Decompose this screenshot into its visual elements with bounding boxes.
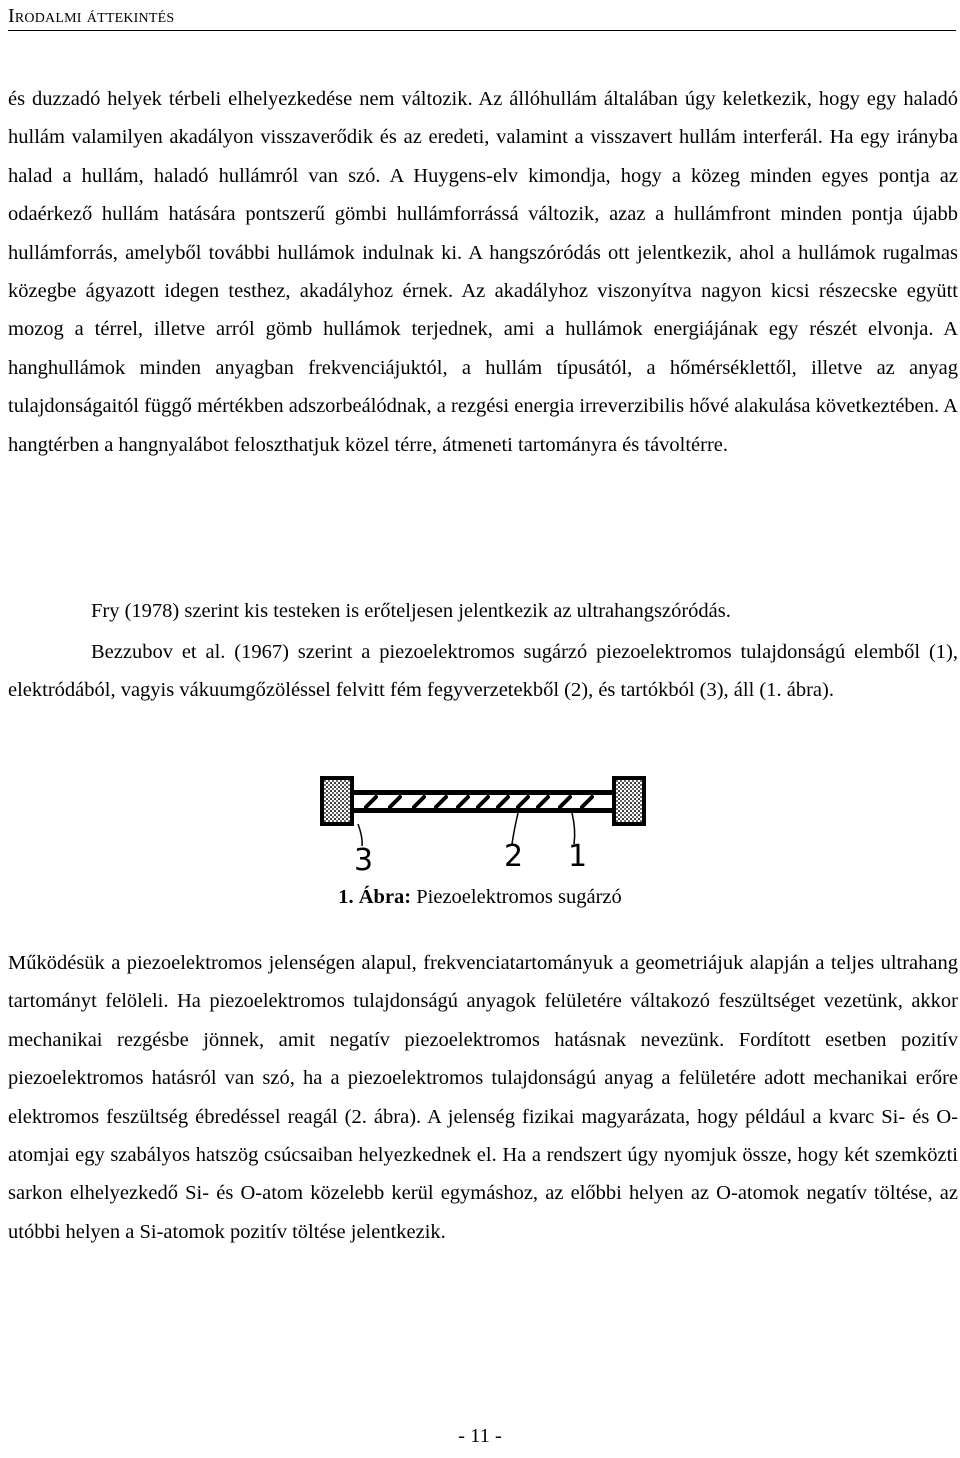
paragraph-piezo-effect: Működésük a piezoelektromos jelenségen alapul, frekvenciatartományuk a geometriájuk alapján a teljes ultrahang tartományt felöleli. Ha piezoelektromos tulajdonságú anyagok felületére váltakozó feszültséget vezetünk, akkor mechanikai rezgésbe jönnek, amit negatív piezoelektromos hatásnak nevezünk. Fordított esetben pozitív piezoelektromos hatásról van szó, ha a piezoelektromos tulajdonságú anyag a felületére adott mechanikai erőre elektromos feszültség ébredéssel reagál (2. ábra). A jelenség fizikai magyarázata, hogy például a kvarc Si- és O-atomjai egy szabályos hatszög csúcsaiban helyezkednek el. Ha a rendszert úgy nyomjuk össze, hogy két szemközti sarkon elhelyezkedő Si- és O-atom közelebb kerül egymáshoz, az előbbi helyen az O-atomok negatív töltése, az utóbbi helyen a Si-atomok pozitív töltése jelentkezik.: [8, 952, 958, 1243]
figure-caption-number: 1. Ábra:: [338, 886, 412, 908]
figure-caption-text: Piezoelektromos sugárzó: [411, 886, 622, 908]
label-element-number: 1: [568, 839, 588, 874]
piezo-element: [366, 797, 592, 807]
label-holder-number: 3: [354, 843, 374, 876]
bottom-electrode: [352, 808, 614, 813]
piezo-radiator-drawing: [318, 770, 648, 876]
paragraph-waves: és duzzadó helyek térbeli elhelyezkedése nem változik. Az állóhullám általában úgy keletkezik, hogy egy haladó hullám valamilyen akadályon visszaverődik és az eredeti, valamint a visszavert hullám interferál. Ha egy irányba halad a hullám, haladó hullámról van szó. A Huygens-elv kimondja, hogy a közeg minden egyes pontja az odaérkező hullám hatására pontszerű gömbi hullámforrássá változik, azaz a hullámfront minden pontja újabb hullámforrás, amelyből további hullámok indulnak ki. A hangszóródás ott jelentkezik, ahol a hullámok rugalmas közegbe ágyazott idegen testhez, akadályhoz érnek. Az akadályhoz viszonyítva nagyon kicsi részecske együtt mozog a térrel, illetve arról gömb hullámok terjednek, ami a hullámok energiájának egy részét elvonja. A hanghullámok minden anyagban frekvenciájuktól, a hullám típusától, a hőmérséklettől, illetve az anyag tulajdonságaitól függő mértékben adszorbeálódnak, a rezgési energia irreverzibilis hővé alakulása következtében. A hangtérben a hangnyalábot feloszthatjuk közel térre, átmeneti tartományra és távoltérre.: [8, 88, 958, 456]
piezo-radiator-figure: [318, 770, 648, 876]
top-electrode: [352, 790, 614, 795]
label-electrode-number: 2: [504, 839, 524, 874]
left-holder: [322, 778, 352, 824]
right-holder: [614, 778, 644, 824]
leader-lines: [358, 813, 575, 846]
figure-caption: [0, 882, 960, 912]
page-number: - 11 -: [458, 1425, 502, 1447]
paragraph-fry: Fry (1978) szerint kis testeken is erőteljesen jelentkezik az ultrahangszóródás.: [91, 600, 731, 622]
running-header: Irodalmi áttekintés: [8, 4, 956, 31]
paragraph-bezzubov: Bezzubov et al. (1967) szerint a piezoelektromos sugárzó piezoelektromos tulajdonságú elemből (1), elektródából, vagyis vákuumgőzöléssel felvitt fém fegyverzetekből (2), és tartókból (3), áll (1. ábra).: [8, 641, 958, 702]
